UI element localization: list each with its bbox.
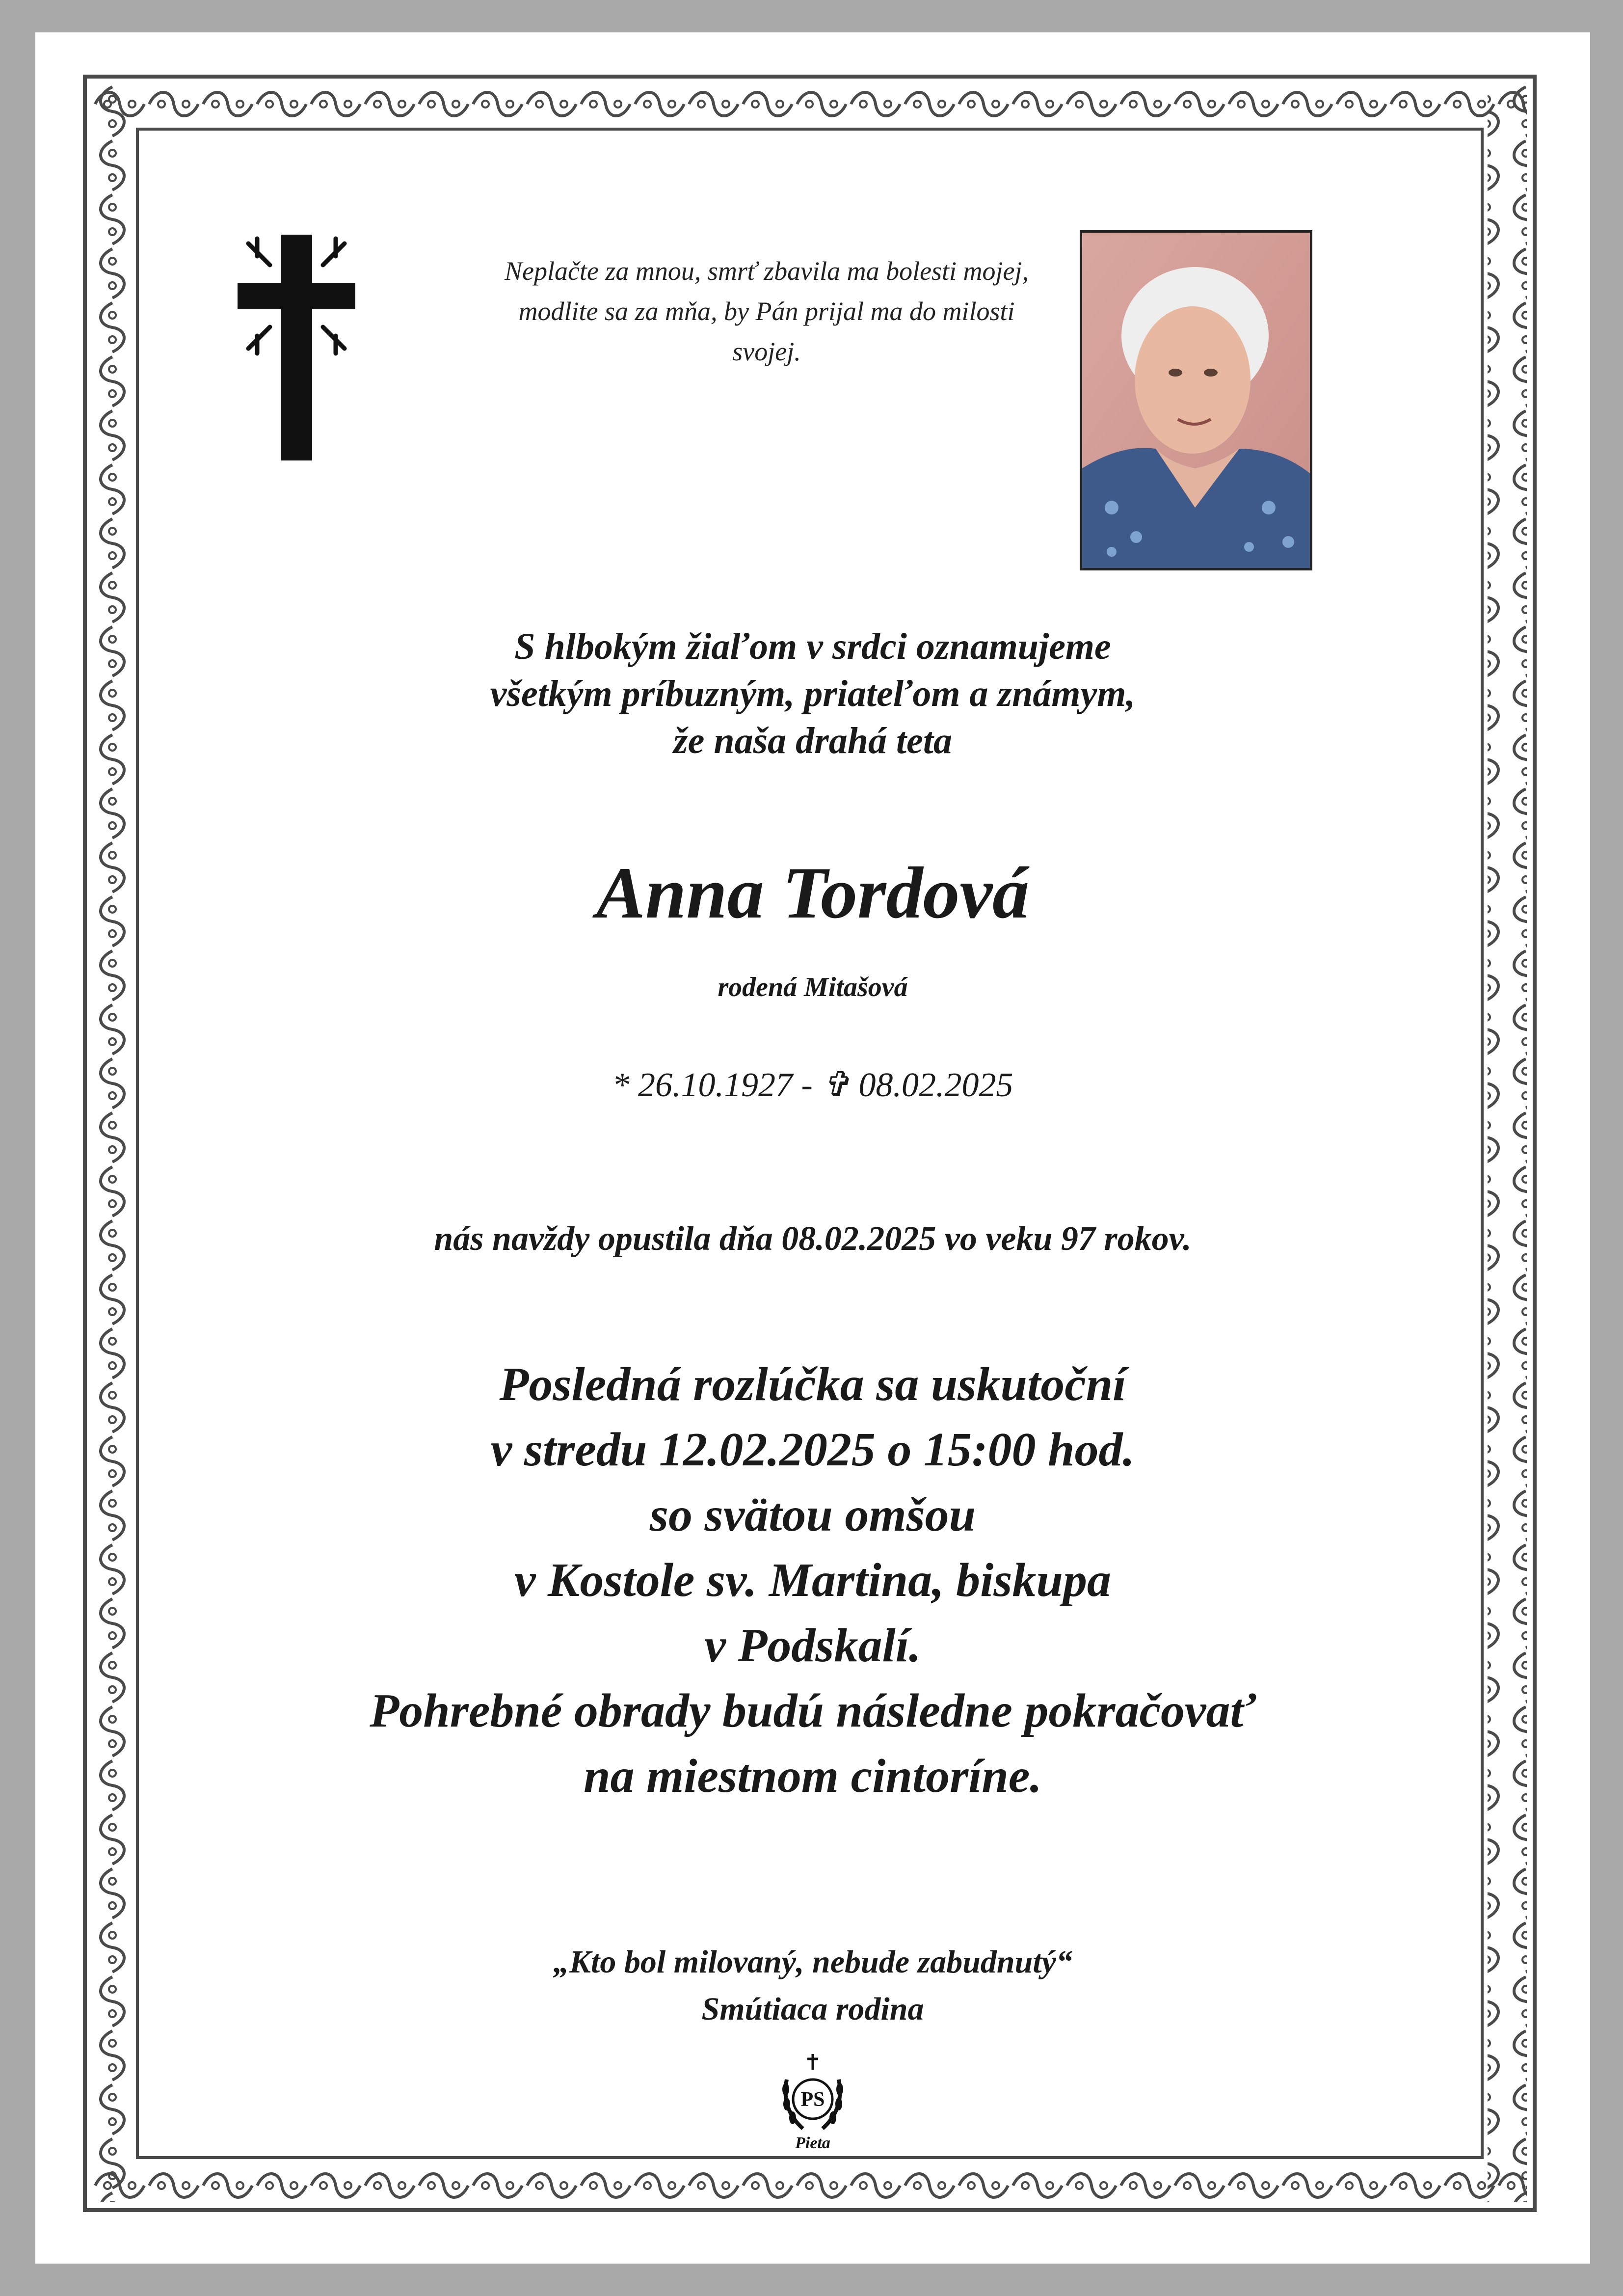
announcement-text <box>35 623 1590 764</box>
closing-quote-block <box>35 1939 1590 2033</box>
passing-note: nás navždy opustila dňa 08.02.2025 vo veku 97 rokov. <box>434 1220 1192 1258</box>
funeral-line: so svätou omšou <box>649 1488 976 1541</box>
signature: Smútiaca rodina <box>701 1991 924 2027</box>
funeral-line: Posledná rozlúčka sa uskutoční <box>499 1358 1126 1411</box>
closing-quote: „Kto bol milovaný, nebude zabudnutý“ <box>553 1944 1072 1980</box>
birth-date: * 26.10.1927 - <box>612 1066 813 1104</box>
funeral-line: v Podskalí. <box>704 1619 921 1672</box>
obituary-sheet <box>35 32 1590 2264</box>
deceased-name: Anna Tordová <box>596 852 1030 934</box>
announcement-line: S hlbokým žiaľom v srdci oznamujeme <box>514 626 1111 667</box>
logo-monogram: PS <box>800 2088 825 2111</box>
announcement-line: že naša drahá teta <box>673 720 952 761</box>
logo-text: Pieta <box>795 2134 830 2152</box>
funeral-line: v stredu 12.02.2025 o 15:00 hod. <box>490 1423 1135 1476</box>
cross-icon <box>238 235 355 460</box>
epitaph-verse: Neplačte za mnou, smrť zbavila ma bolesti mojej, modlite sa za mňa, by Pán prijal ma do milosti svojej. <box>504 256 1029 366</box>
funeral-details <box>35 1352 1590 1809</box>
death-date: 08.02.2025 <box>858 1066 1013 1104</box>
funeral-line: v Kostole sv. Martina, biskupa <box>514 1554 1112 1607</box>
funeral-line: Pohrebné obrady budú následne pokračovať <box>370 1684 1256 1737</box>
maiden-name: rodená Mitašová <box>718 972 908 1002</box>
announcement-line: všetkým príbuzným, priateľom a známym, <box>490 673 1136 714</box>
life-dates <box>35 1063 1590 1107</box>
portrait-photo <box>1080 230 1312 570</box>
funeral-line: na miestnom cintoríne. <box>584 1750 1042 1803</box>
pieta-logo-icon <box>776 2050 850 2156</box>
death-cross-icon: ✞ <box>821 1066 850 1104</box>
